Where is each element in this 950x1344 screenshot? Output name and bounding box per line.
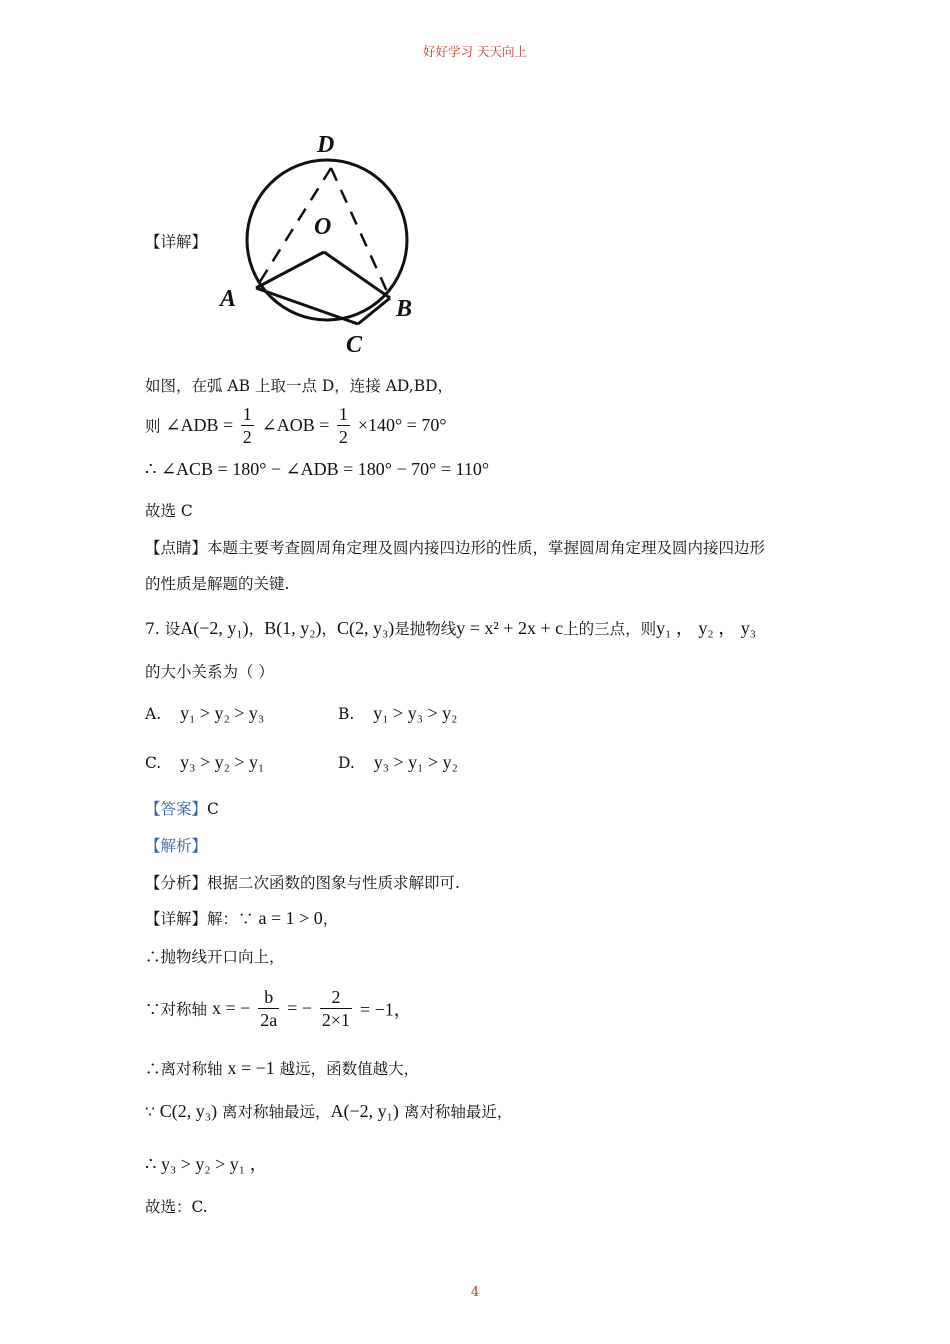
sep-1: ， [248, 620, 265, 638]
option-c-letter: C. [145, 754, 162, 772]
detail-label: 【详解】 [145, 233, 208, 251]
step4-math: x = −1 [227, 1058, 275, 1078]
answer-label: 【答案】 [145, 800, 208, 818]
question-vars: y₁ ， y₂ ， y₃ [656, 618, 756, 638]
fraction-half-1-num: 1 [242, 404, 252, 424]
step4-pre: ∴离对称轴 [145, 1060, 228, 1078]
point-a: A(−2, y₁) [180, 618, 249, 638]
question-text-post: 上的三点，则 [563, 620, 657, 638]
label-d: D [317, 132, 335, 158]
step3-pre: ∵对称轴 [145, 1000, 212, 1019]
step1-end: ， [322, 910, 339, 928]
option-a-letter: A. [145, 705, 162, 723]
fraction-half-2-den: 2 [338, 427, 348, 447]
analysis-label: 【解析】 [145, 837, 208, 855]
comment-line1 [145, 536, 765, 558]
option-b [338, 703, 457, 724]
step4-post: 越远，函数值越大， [274, 1060, 420, 1078]
fenxi-line [145, 871, 460, 893]
fraction-b-2a-num: b [258, 986, 279, 1009]
fraction-half-2 [337, 403, 350, 448]
step4-line [145, 1057, 419, 1079]
option-c [145, 752, 264, 773]
question-text-pre: 设 [164, 620, 181, 638]
comment-text-1: 本题主要考查圆周角定理及圆内接四边形的性质，掌握圆周角定理及圆内接四边形 [207, 539, 766, 557]
prev-line2-b: ∠AOB = [261, 415, 334, 435]
fraction-2-2x1 [320, 986, 352, 1031]
circle-outline [247, 160, 407, 320]
fraction-half-1-den: 2 [242, 427, 252, 447]
step5-mid: 离对称轴最远， [217, 1103, 331, 1121]
fenxi-label: 【分析】 [145, 874, 208, 892]
label-b: B [396, 296, 413, 322]
prev-line1: 如图，在弧 AB 上取一点 D，连接 AD,BD， [145, 377, 454, 395]
sep-2: ， [321, 620, 337, 638]
fraction-half-2-num: 1 [338, 404, 348, 424]
circle-figure [218, 128, 430, 360]
answer-value: C [207, 800, 219, 818]
parabola-expr: y = x² + 2x + c [456, 618, 564, 638]
prev-line4: 故选 C [145, 502, 193, 520]
step5-line [145, 1100, 512, 1122]
prev-line2-prefix: 则 [145, 417, 161, 436]
question-number: 7. [145, 620, 160, 638]
step1-line [145, 907, 338, 929]
step3-eq: = − [287, 998, 312, 1018]
step3-line [145, 986, 412, 1031]
point-b: B(1, y₂) [264, 618, 322, 638]
question-line1 [145, 614, 756, 640]
label-c: C [346, 332, 363, 358]
page-header: 好好学习 天天向上 [423, 44, 527, 59]
step5-a: A(−2, y₁) [330, 1101, 399, 1121]
option-d-expr: y₃ > y₁ > y₂ [373, 752, 458, 772]
label-a: A [220, 286, 237, 312]
prev-line2-c: ×140° = 70° [357, 415, 447, 435]
step3-end: = −1， [359, 999, 412, 1020]
fraction-b-2a-den: 2a [260, 1010, 278, 1030]
comment-label: 【点睛】 [145, 539, 208, 557]
prev-line2 [145, 403, 447, 448]
page-number: 4 [470, 1285, 480, 1300]
label-o: O [314, 214, 332, 240]
step6-line: ∴ y₃ > y₂ > y₁ ， [145, 1154, 268, 1174]
option-b-letter: B. [338, 705, 355, 723]
step5-post: 离对称轴最近， [398, 1103, 513, 1121]
step1-text: 解：∵ [207, 910, 259, 928]
xiangjie-label: 【详解】 [145, 910, 208, 928]
segment-ob [324, 252, 390, 298]
step1-math: a = 1 > 0 [258, 908, 323, 928]
step2-line: ∴抛物线开口向上， [145, 948, 285, 966]
point-c: C(2, y₃) [336, 618, 395, 638]
fraction-2-2x1-den: 2×1 [321, 1010, 351, 1030]
option-c-expr: y₃ > y₂ > y₁ [180, 752, 265, 772]
question-line2: 的大小关系为（ ） [145, 663, 274, 681]
comment-line2: 的性质是解题的关键. [145, 575, 290, 593]
fraction-half-1 [241, 403, 254, 448]
prev-line3: ∴ ∠ACB = 180° − ∠ADB = 180° − 70° = 110° [145, 459, 490, 479]
step7-line: 故选：C. [145, 1198, 208, 1216]
fraction-b-2a [258, 986, 279, 1031]
answer-line [145, 797, 219, 819]
option-d [338, 752, 458, 773]
option-b-expr: y₁ > y₃ > y₂ [373, 703, 458, 723]
option-a-expr: y₁ > y₂ > y₃ [180, 703, 265, 723]
option-d-letter: D. [338, 754, 355, 772]
fraction-2-2x1-num: 2 [320, 986, 352, 1009]
step5-pre: ∵ [145, 1103, 160, 1121]
step5-c: C(2, y₃) [159, 1101, 218, 1121]
prev-line2-a: ∠ADB = [165, 415, 238, 435]
option-a [145, 703, 264, 724]
fenxi-text: 根据二次函数的图象与性质求解即可. [207, 874, 460, 892]
question-text-mid: 是抛物线 [394, 620, 457, 638]
step3-x: x = − [211, 998, 251, 1018]
